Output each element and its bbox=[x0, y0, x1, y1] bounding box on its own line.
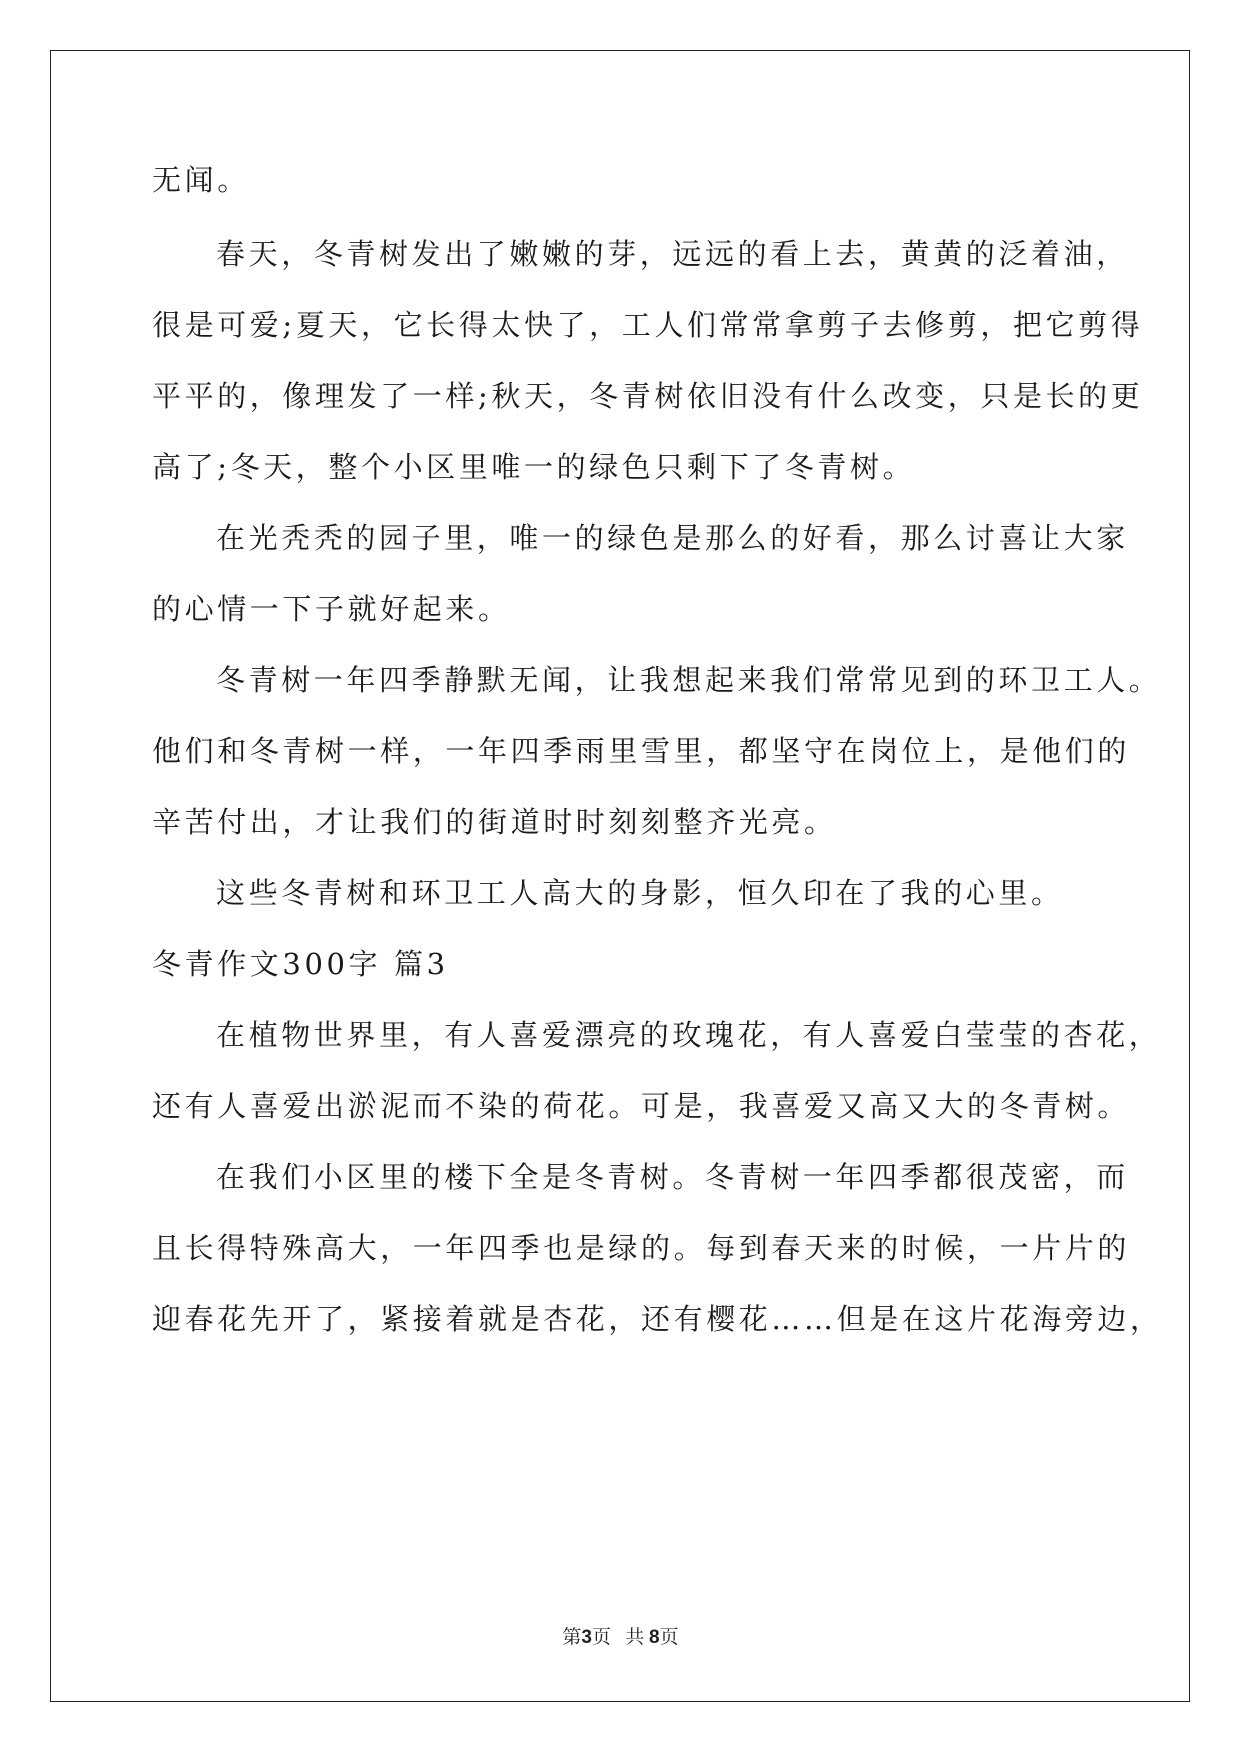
text-line: 这些冬青树和环卫工人高大的身影，恒久印在了我的心里。 bbox=[216, 876, 1064, 910]
text-line: 在植物世界里，有人喜爱漂亮的玫瑰花，有人喜爱白莹莹的杏花， bbox=[216, 1018, 1162, 1052]
current-page-number: 3 bbox=[581, 1627, 592, 1648]
page-footer bbox=[0, 1626, 1241, 1650]
text-line: 还有人喜爱出淤泥而不染的荷花。可是，我喜爱又高又大的冬青树。 bbox=[152, 1089, 1131, 1123]
text-line: 高了;冬天，整个小区里唯一的绿色只剩下了冬青树。 bbox=[152, 450, 916, 484]
text-line: 迎春花先开了，紧接着就是杏花，还有樱花……但是在这片花海旁边， bbox=[152, 1302, 1163, 1336]
footer-total-suffix: 页 bbox=[659, 1627, 679, 1648]
text-line: 很是可爱;夏天，它长得太快了，工人们常常拿剪子去修剪，把它剪得 bbox=[152, 308, 1144, 342]
text-line: 他们和冬青树一样，一年四季雨里雪里，都坚守在岗位上，是他们的 bbox=[152, 734, 1131, 768]
text-line: 平平的，像理发了一样;秋天，冬青树依旧没有什么改变，只是长的更 bbox=[152, 379, 1144, 413]
text-line: 辛苦付出，才让我们的街道时时刻刻整齐光亮。 bbox=[152, 805, 837, 839]
text-line: 在光秃秃的园子里，唯一的绿色是那么的好看，那么讨喜让大家 bbox=[216, 521, 1129, 555]
text-line: 在我们小区里的楼下全是冬青树。冬青树一年四季都很茂密，而 bbox=[216, 1160, 1129, 1194]
footer-page-suffix: 页 bbox=[591, 1627, 611, 1648]
footer-prefix: 第 bbox=[562, 1627, 582, 1648]
text-line: 无闻。 bbox=[152, 163, 250, 197]
footer-total-prefix: 共 bbox=[625, 1627, 645, 1648]
section-heading: 冬青作文300字 篇3 bbox=[152, 947, 449, 981]
text-line: 的心情一下子就好起来。 bbox=[152, 592, 511, 626]
text-line: 春天，冬青树发出了嫩嫩的芽，远远的看上去，黄黄的泛着油， bbox=[216, 237, 1129, 271]
text-line: 冬青树一年四季静默无闻，让我想起来我们常常见到的环卫工人。 bbox=[216, 663, 1162, 697]
total-page-count: 8 bbox=[649, 1627, 660, 1648]
text-line: 且长得特殊高大，一年四季也是绿的。每到春天来的时候，一片片的 bbox=[152, 1231, 1131, 1265]
